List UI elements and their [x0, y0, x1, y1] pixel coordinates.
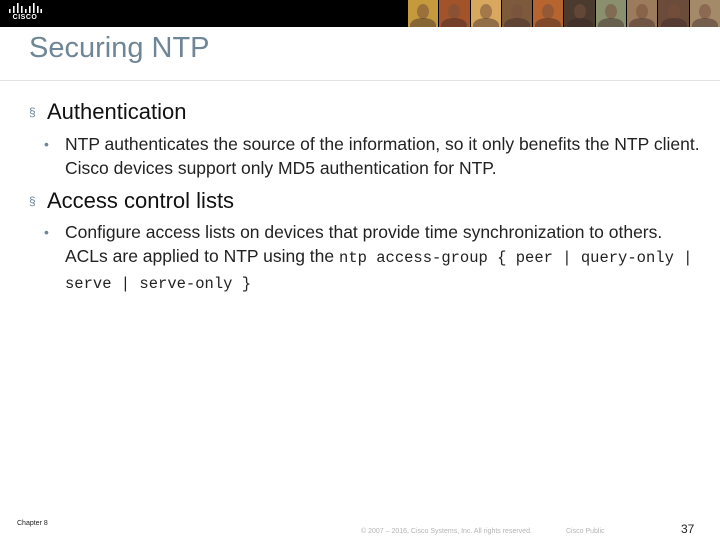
slide-title: Securing NTP [29, 32, 210, 64]
bullet-access-control-lists [29, 188, 234, 214]
sub-bullet-acl [44, 220, 704, 296]
header-bar [0, 0, 720, 27]
sub-bullet-text: NTP authenticates the source of the information, so it only benefits the NTP client. Cisco devices support only MD5 authentication for NTP. [65, 134, 700, 178]
cisco-logo [8, 3, 42, 24]
bullet-label: Access control lists [47, 188, 235, 213]
sub-bullet-text: Configure access lists on devices that provide time synchronization to others. ACLs are applied to NTP using the [65, 222, 663, 266]
header-photo [690, 0, 720, 27]
footer-chapter: Chapter 8 [17, 520, 48, 527]
header-photo [471, 0, 501, 27]
sub-bullet-authentication [44, 132, 704, 180]
sub-bullet-marker: • [44, 224, 49, 240]
bullet-marker: § [29, 194, 36, 208]
header-photo [408, 0, 438, 27]
logo-text: CISCO [12, 14, 38, 21]
sub-bullet-text-block [65, 220, 704, 296]
header-photo [564, 0, 594, 27]
header-photo [533, 0, 563, 27]
title-divider [0, 80, 720, 81]
bullet-label: Authentication [47, 99, 187, 124]
bullet-marker: § [29, 105, 36, 119]
cisco-bridge-icon [8, 3, 42, 13]
footer-copyright: © 2007 – 2016, Cisco Systems, Inc. All rights reserved. [361, 528, 532, 535]
header-photo [627, 0, 657, 27]
sub-bullet-marker: • [44, 136, 49, 152]
ntp-access-group-command: ntp access-group { peer | query-only | serve | serve-only } [65, 249, 693, 293]
footer-classification: Cisco Public [566, 528, 605, 535]
header-photo [439, 0, 469, 27]
header-photo [502, 0, 532, 27]
bullet-authentication [29, 99, 186, 125]
page-number: 37 [681, 522, 695, 536]
header-photo [658, 0, 688, 27]
header-photo-strip [408, 0, 720, 27]
header-photo [596, 0, 626, 27]
